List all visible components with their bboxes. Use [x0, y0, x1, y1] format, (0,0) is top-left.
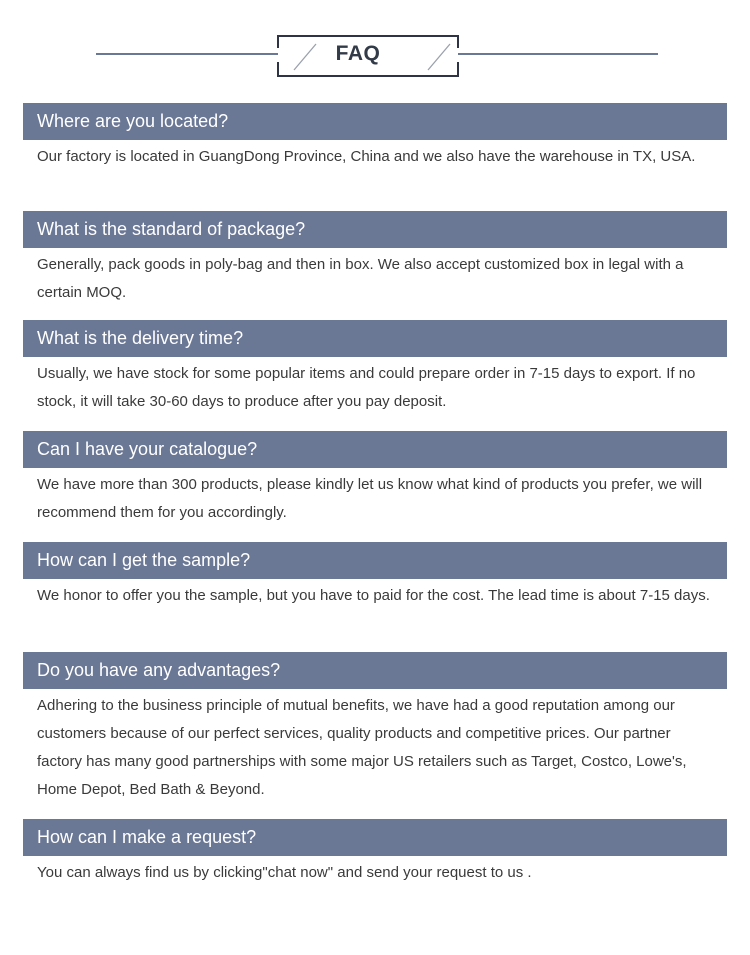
- faq-item-sample: [23, 542, 727, 610]
- faq-item-advantages: [23, 652, 727, 804]
- faq-title: FAQ: [335, 42, 381, 65]
- faq-item-request: [23, 819, 727, 887]
- faq-answer: Adhering to the business principle of mutual benefits, we have had a good reputation among our customers because of our perfect services, quality products and competitive prices. Our partner factory has many good partnerships with some major US retailers such as Target, Costco, Lowe's, Home Depot, Bed Bath & Beyond.: [37, 697, 687, 798]
- faq-answer: Generally, pack goods in poly-bag and then in box. We also accept customized box in legal with a certain MOQ.: [37, 256, 684, 301]
- faq-answer: Our factory is located in GuangDong Province, China and we also have the warehouse in TX, USA.: [37, 148, 696, 165]
- faq-answer: You can always find us by clicking"chat now" and send your request to us .: [37, 864, 532, 881]
- faq-header: [0, 0, 750, 90]
- faq-question: How can I make a request?: [23, 819, 727, 856]
- faq-question: What is the standard of package?: [23, 211, 727, 248]
- faq-item-catalogue: [23, 431, 727, 527]
- faq-answer: We honor to offer you the sample, but you have to paid for the cost. The lead time is about 7-15 days.: [37, 587, 710, 604]
- faq-question: How can I get the sample?: [23, 542, 727, 579]
- faq-item-location: [23, 103, 727, 171]
- faq-answer: We have more than 300 products, please kindly let us know what kind of products you prefer, we will recommend them for you accordingly.: [37, 476, 703, 521]
- faq-item-delivery: [23, 320, 727, 416]
- faq-question: Do you have any advantages?: [23, 652, 727, 689]
- faq-item-package: [23, 211, 727, 307]
- faq-answer: Usually, we have stock for some popular items and could prepare order in 7-15 days to export. If no stock, it will take 30-60 days to produce after you pay deposit.: [37, 365, 696, 410]
- faq-question: What is the delivery time?: [23, 320, 727, 357]
- faq-question: Where are you located?: [23, 103, 727, 140]
- faq-question: Can I have your catalogue?: [23, 431, 727, 468]
